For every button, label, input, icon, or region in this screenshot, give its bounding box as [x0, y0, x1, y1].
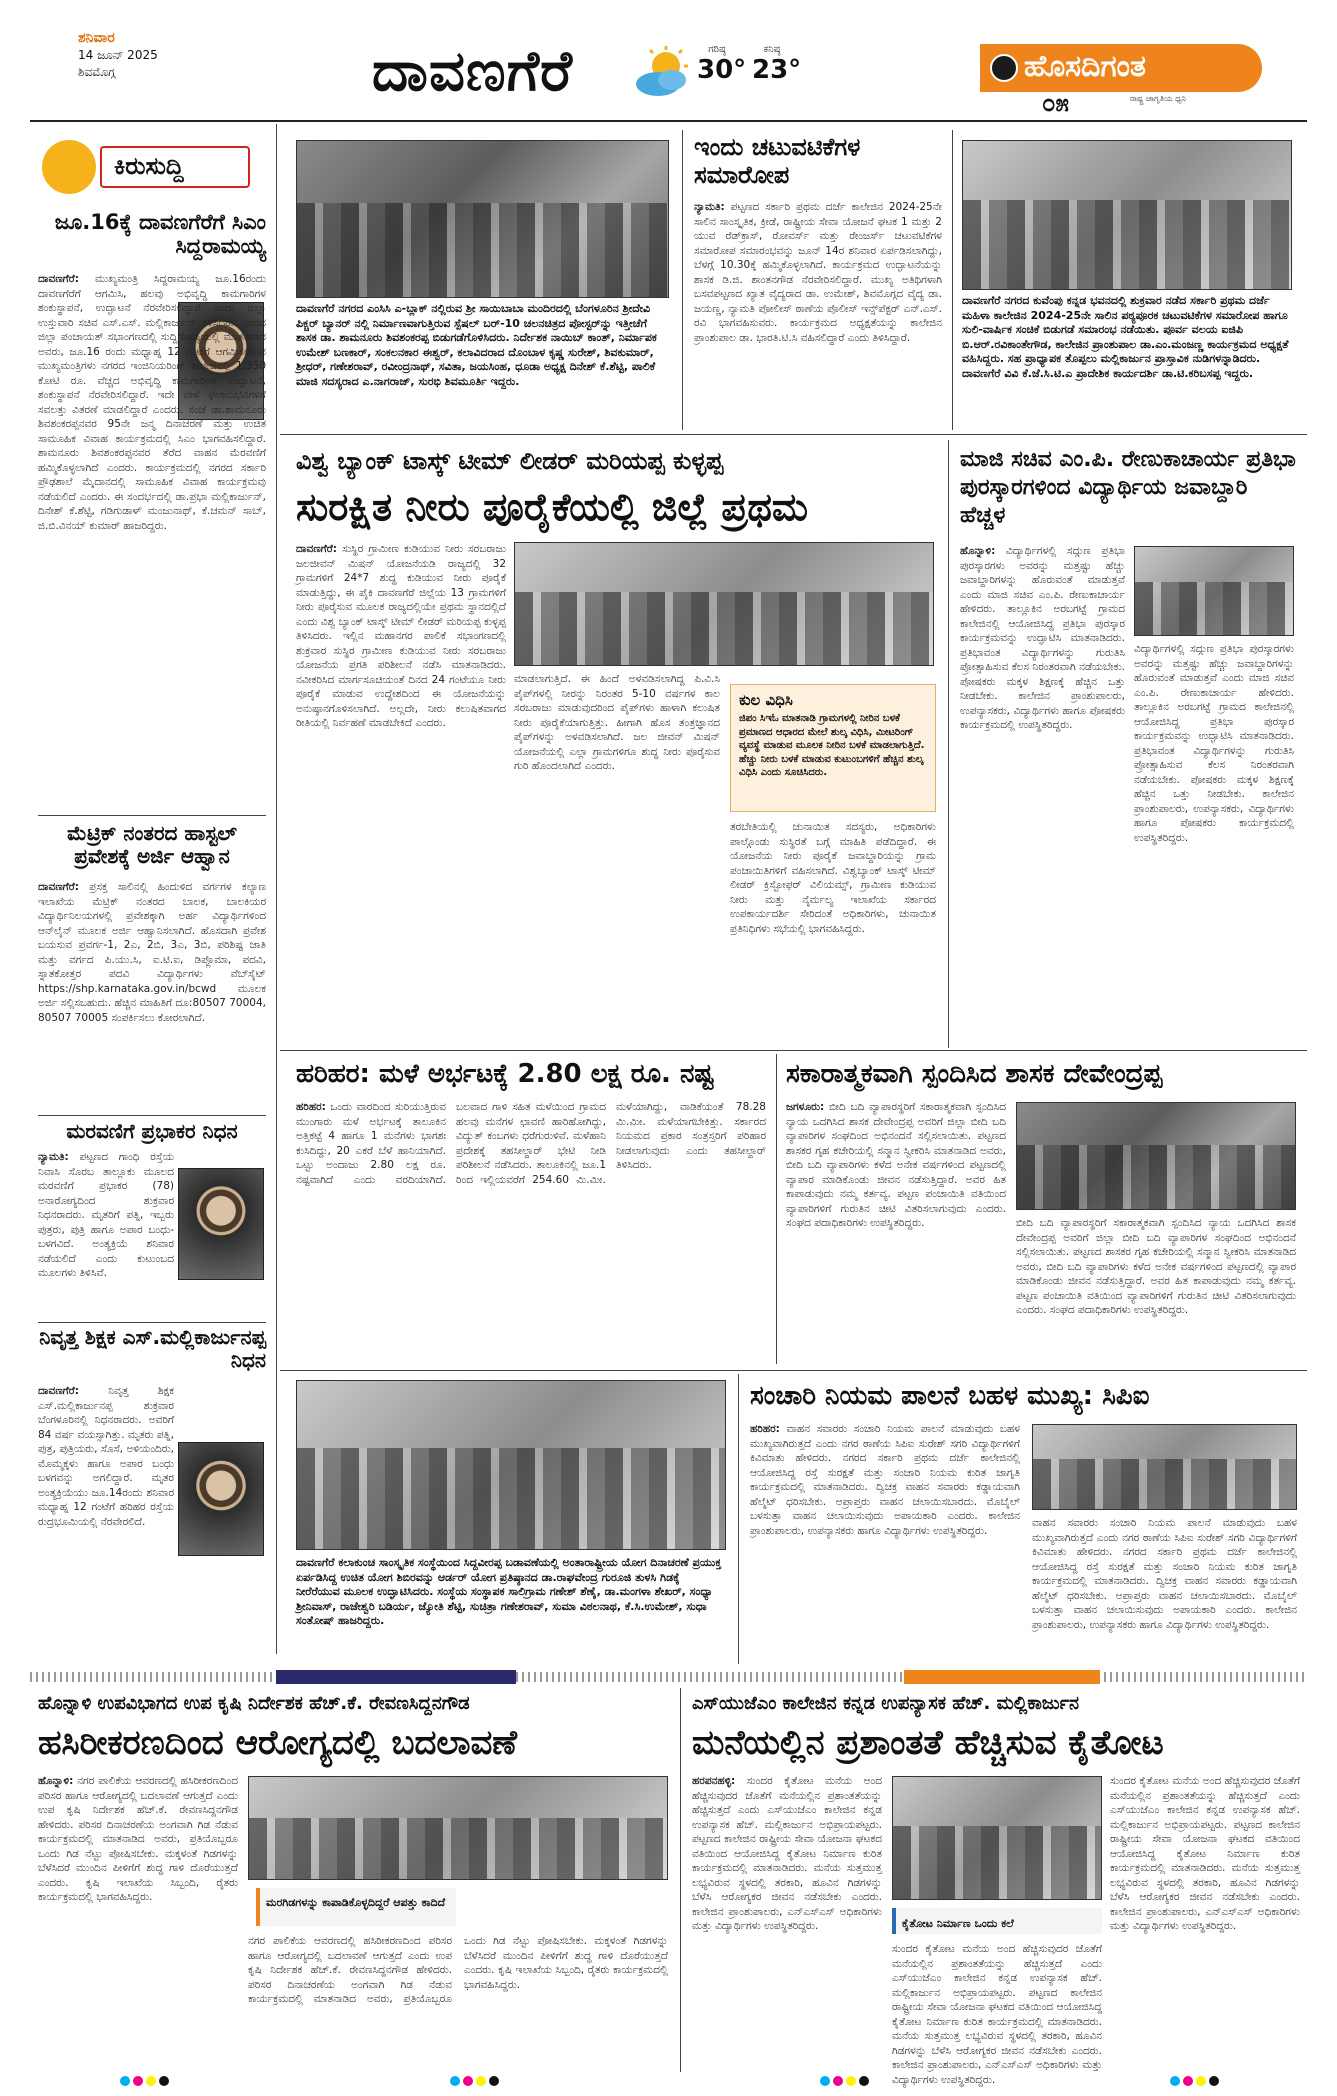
samaropa-story	[694, 134, 942, 426]
lead-dateline: ದಾವಣಗೆರೆ:	[296, 543, 337, 555]
college-function-caption: ದಾವಣಗೆರೆ ನಗರದ ಕುವೆಂಪು ಕನ್ನಡ ಭವನದಲ್ಲಿ ಶುಕ್ರವಾರ ನಡೆದ ಸರ್ಕಾರಿ ಪ್ರಥಮ ದರ್ಜೆ ಮಹಿಳಾ ಕಾಲೇಜಿನ 2024-25ನೇ ಸಾಲಿನ ಪಠ್ಯಪೂರಕ ಚಟುವಟಿಕೆಗಳ ಸಮಾರೋಪ ಹಾಗೂ ಸುಲಿ-ವಾರ್ಷಿಕ ಸಂಚಿಕೆ ಬಿಡುಗಡೆ ಸಮಾರಂಭ ನಡೆಯಿತು. ಪೂರ್ವ ವಲಯ ಐಜಿಪಿ ಬಿ.ಆರ್.ರವಿಕಾಂತೇಗೌಡ, ಕಾಲೇಜಿನ ಪ್ರಾಂಶುಪಾಲ ಡಾ.ಎಂ.ಮಂಜಣ್ಣ ಕಾರ್ಯಕ್ರಮದ ಅಧ್ಯಕ್ಷತೆ ವಹಿಸಿದ್ದರು. ಸಹ ಪ್ರಾಧ್ಯಾಪಕ ತೊಪ್ಪಲು ಮಲ್ಲಿಕಾರ್ಜುನ ಪ್ರಾಸ್ತಾವಿಕ ನುಡಿಗಳನ್ನಾಡಿದರು. ದಾವಣಗೆರೆ ವಿವಿ ಕೆ.ಜೆ.ಸಿ.ಟಿ.ಎ ಪ್ರಾದೇಶಿಕ ಕಾರ್ಯದರ್ಶಿ ಡಾ.ಟಿ.ಕರಿಬಸಪ್ಪ ಇದ್ದರು.	[962, 294, 1289, 380]
bottom-left-col-1	[38, 1774, 238, 2074]
weather-icon	[630, 44, 692, 104]
devendrappa-text: ಬೀದಿ ಬದಿ ವ್ಯಾಪಾರಸ್ಥರಿಗೆ ಸಕಾರಾತ್ಮಕವಾಗಿ ಸ್ಪಂದಿಸಿದ ನ್ಯಾಯ ಒದಗಿಸಿದ ಶಾಸಕ ದೇವೇಂದ್ರಪ್ಪ ಅವರಿಗೆ ಜಿಲ್ಲಾ ಬೀದಿ ಬದಿ ವ್ಯಾಪಾರಿಗಳ ಸಂಘದಿಂದ ಅಭಿನಂದನೆ ಸಲ್ಲಿಸಲಾಯಿತು. ಪಟ್ಟಣದ ಶಾಸಕರ ಗೃಹ ಕಚೇರಿಯಲ್ಲಿ ಸನ್ಮಾನ ಸ್ವೀಕರಿಸಿ ಮಾತನಾಡಿದ ಅವರು, ಬೀದಿ ಬದಿ ವ್ಯಾಪಾರಿಗಳು ಕಳೆದ ಅನೇಕ ವರ್ಷಗಳಿಂದ ಪಟ್ಟಣದಲ್ಲಿ ವ್ಯಾಪಾರ ಮಾಡಿಕೊಂಡು ಜೀವನ ನಡೆಸುತ್ತಿದ್ದಾರೆ. ಅವರ ಹಿತ ಕಾಪಾಡುವುದು ನಮ್ಮ ಕರ್ತವ್ಯ. ಪಟ್ಟಣ ಪಂಚಾಯಿತಿ ವತಿಯಿಂದ ವ್ಯಾಪಾರಿಗಳಿಗೆ ಗುರುತಿನ ಚೀಟಿ ವಿತರಿಸಲಾಗುವುದು ಎಂದರು. ಸಂಘದ ಪದಾಧಿಕಾರಿಗಳು ಉಪಸ್ಥಿತರಿದ್ದರು.	[786, 1101, 1006, 1229]
traffic-text: ವಾಹನ ಸವಾರರು ಸಂಚಾರಿ ನಿಯಮ ಪಾಲನೆ ಮಾಡುವುದು ಬಹಳ ಮುಖ್ಯವಾಗಿರುತ್ತದೆ ಎಂದು ನಗರ ಠಾಣೆಯ ಸಿಪಿಐ ಸುರೇಶ್ ಸಗರಿ ವಿದ್ಯಾರ್ಥಿಗಳಿಗೆ ಕಿವಿಮಾತು ಹೇಳಿದರು. ನಗರದ ಸರ್ಕಾರಿ ಪ್ರಥಮ ದರ್ಜೆ ಕಾಲೇಜಿನಲ್ಲಿ ಆಯೋಜಿಸಿದ್ದ ರಸ್ತೆ ಸುರಕ್ಷತೆ ಮತ್ತು ಸಂಚಾರಿ ನಿಯಮ ಕುರಿತ ಜಾಗೃತಿ ಕಾರ್ಯಕ್ರಮದಲ್ಲಿ ಮಾತನಾಡಿದರು. ದ್ವಿಚಕ್ರ ವಾಹನ ಸವಾರರು ಕಡ್ಡಾಯವಾಗಿ ಹೆಲ್ಮೆಟ್ ಧರಿಸಬೇಕು. ಅಪ್ರಾಪ್ತರು ವಾಹನ ಚಲಾಯಿಸಬಾರದು. ಮೊಬೈಲ್ ಬಳಸುತ್ತಾ ವಾಹನ ಚಲಾಯಿಸುವುದು ಅಪಾಯಕಾರಿ ಎಂದರು. ಕಾಲೇಜಿನ ಪ್ರಾಂಶುಪಾಲರು, ಉಪನ್ಯಾಸಕರು ಹಾಗೂ ವಿದ್ಯಾರ್ಥಿಗಳು ಉಪಸ್ಥಿತರಿದ್ದರು.	[750, 1423, 1021, 1537]
devendrappa-dateline: ಜಗಳೂರು:	[786, 1101, 825, 1113]
kirusuddi-text-1: ಮುಖ್ಯಮಂತ್ರಿ ಸಿದ್ದರಾಮಯ್ಯ ಜೂ.16ರಂದು ದಾವಣಗೆರೆಗೆ ಆಗಮಿಸಿ, ಹಲವು ಅಭಿವೃದ್ಧಿ ಕಾಮಗಾರಿಗಳ ಶಂಕುಸ್ಥಾಪನೆ, ಉದ್ಘಾಟನೆ ನೆರವೇರಿಸಲಿದ್ದಾರೆ ಎಂದು ಜಿಲ್ಲಾ ಉಸ್ತುವಾರಿ ಸಚಿವ ಎಸ್.ಎಸ್. ಮಲ್ಲಿಕಾರ್ಜುನ್ ತಿಳಿಸಿದರು. ನಗರದ ಜಿಲ್ಲಾ ಪಂಚಾಯತ್ ಸಭಾಂಗಣದಲ್ಲಿ ಸುದ್ದಿಗೋಷ್ಠಿಯಲ್ಲಿ ಮಾತನಾಡಿದ ಅವರು, ಜೂ.16 ರಂದು ಮಧ್ಯಾಹ್ನ 12 ಗಂಟೆಗೆ ಆಗಮಿಸಲಿರುವ ಮುಖ್ಯಮಂತ್ರಿಗಳು ನಗರದ ಇಂಜಿನಿಯರಿಂಗ್ ಕಾಲೇಜಿನಲ್ಲಿ 1,350 ಕೋಟಿ ರೂ. ವೆಚ್ಚದ ಅಭಿವೃದ್ಧಿ ಕಾಮಗಾರಿಗಳ ಉದ್ಘಾಟನೆ, ಶಂಕುಸ್ಥಾಪನೆ ನೆರವೇರಿಸಲಿದ್ದಾರೆ. ಇದೇ ವೇಳೆ ಫಲಾನುಭವಿಗಳಿಗೆ ಸವಲತ್ತು ವಿತರಣೆ ಮಾಡಲಿದ್ದಾರೆ ಎಂದರು. ಸಂಜೆ ಡಾ.ಶಾಮನೂರು ಶಿವಶಂಕರಪ್ಪನವರ 95ನೇ ಜನ್ಮ ದಿನಾಚರಣೆ ಮತ್ತು ಉಚಿತ ಸಾಮೂಹಿಕ ವಿವಾಹ ಕಾರ್ಯಕ್ರಮದಲ್ಲಿ ಸಿಎಂ ಭಾಗವಹಿಸಲಿದ್ದಾರೆ. ಶಾಮನೂರು ಶಿವಶಂಕರಪ್ಪನವರ ತೆರೆದ ವಾಹನ ಮೆರವಣಿಗೆ ಹಮ್ಮಿಕೊಳ್ಳಲಾಗಿದೆ ಎಂದರು. ಕಾರ್ಯಕ್ರಮದಲ್ಲಿ ನಗರದ ಸರ್ಕಾರಿ ಪ್ರೌಢಶಾಲೆ ಮೈದಾನದಲ್ಲಿ ಸಾಮೂಹಿಕ ವಿವಾಹ ಕಾರ್ಯಕ್ರಮವು ನಡೆಯಲಿದೆ ಎಂದರು. ಈ ಸಂದರ್ಭದಲ್ಲಿ ಡಾ.ಪ್ರಭಾ ಮಲ್ಲಿಕಾರ್ಜುನ್, ದಿನೇಶ್ ಕೆ.ಶೆಟ್ಟಿ, ಗಡಿಗುಡಾಳ್ ಮಂಜುನಾಥ್, ಕೆ.ಚಮನ್ ಸಾಬ್, ಜಿ.ಬಿ.ವಿನಯ್ ಕುಮಾರ್ ಹಾಜರಿದ್ದರು.	[38, 273, 266, 532]
brand-tagline: ರಾಷ್ಟ್ರ ಜಾಗೃತಿಯ ಧ್ವನಿ	[1130, 94, 1187, 103]
min-temp-value: 23°	[752, 55, 802, 85]
samaropa-body	[694, 200, 942, 422]
lead-col-3-text: ತರಬೇತಿಯಲ್ಲಿ ಚುನಾಯಿತ ಸದಸ್ಯರು, ಅಧಿಕಾರಿಗಳು ಪಾಲ್ಗೊಂಡು ಸುಸ್ಥಿರತೆ ಬಗ್ಗೆ ಮಾಹಿತಿ ಪಡೆದಿದ್ದಾರೆ. ಈ ಯೋಜನೆಯ ನೀರು ಪೂರೈಕೆ ಜವಾಬ್ದಾರಿಯನ್ನು ಗ್ರಾಮ ಪಂಚಾಯಿತಿಗಳಿಗೆ ವಹಿಸಲಾಗಿದೆ. ವಿಶ್ವಬ್ಯಾಂಕ್ ಟಾಸ್ಕ್ ಟೀಮ್ ಲೀಡರ್ ಕ್ರಿಸ್ಟೋಫರ್ ವಿಲಿಯಮ್ಸ್, ಗ್ರಾಮೀಣ ಕುಡಿಯುವ ನೀರು ಮತ್ತು ನೈರ್ಮಲ್ಯ ಇಲಾಖೆಯ ಸರ್ಕಾರದ ಉಪಕಾರ್ಯದರ್ಶಿ ಸೇರಿದಂತೆ ಅಧಿಕಾರಿಗಳು, ಚುನಾಯಿತ ಪ್ರತಿನಿಧಿಗಳು ಸಭೆಯಲ್ಲಿ ಭಾಗವಹಿಸಿದ್ದರು.	[730, 821, 936, 935]
lead-col-1-text: ಸುಸ್ಥಿರ ಗ್ರಾಮೀಣ ಕುಡಿಯುವ ನೀರು ಸರಬರಾಜು ಜಲಜೀವನ್ ಮಿಷನ್ ಯೋಜನೆಯಡಿ ರಾಜ್ಯದಲ್ಲಿ 32 ಗ್ರಾಮಗಳಿಗೆ 24*7 ಶುದ್ಧ ಕುಡಿಯುವ ನೀರು ಪೂರೈಕೆ ಮಾಡುತ್ತಿದ್ದು, ಈ ಪೈಕಿ ದಾವಣಗೆರೆ ಜಿಲ್ಲೆಯ 13 ಗ್ರಾಮಗಳಿಗೆ ನೀರು ಪೂರೈಸುವ ಮೂಲಕ ರಾಜ್ಯದಲ್ಲಿಯೇ ಪ್ರಥಮ ಸ್ಥಾನದಲ್ಲಿದೆ ಎಂದು ವಿಶ್ವ ಬ್ಯಾಂಕ್ ಟಾಸ್ಕ್ ಟೀಮ್ ಲೀಡರ್ ಮರಿಯಪ್ಪ ಕುಳ್ಳಪ್ಪ ತಿಳಿಸಿದರು. ಇಲ್ಲಿನ ಮಹಾನಗರ ಪಾಲಿಕೆ ಸಭಾಂಗಣದಲ್ಲಿ ಶುಕ್ರವಾರ ಸುಸ್ಥಿರ ಗ್ರಾಮೀಣ ಕುಡಿಯುವ ನೀರು ಸರಬರಾಜು ಯೋಜನೆಯ ಪ್ರಗತಿ ಪರಿಶೀಲನೆ ನಡೆಸಿ ಮಾತನಾಡಿದರು. ನವೀಕರಿಸಿದ ಮಾರ್ಗಸೂಚಿಯಂತೆ ದಿನದ 24 ಗಂಟೆಯೂ ನೀರು ಪೂರೈಕೆ ಮಾಡುವ ಉದ್ದೇಶದಿಂದ ಈ ಯೋಜನೆಯನ್ನು ಅನುಷ್ಠಾನಗೊಳಿಸಲಾಗಿದೆ. ಅಲ್ಲದೇ, ನೀರು ಕಲುಷಿತವಾಗದ ರೀತಿಯಲ್ಲಿ ನಿರ್ವಹಣೆ ಮಾಡಬೇಕಿದೆ ಎಂದರು.	[296, 543, 506, 729]
kirusuddi-item-2	[38, 822, 266, 1112]
kirusuddi-item-3	[38, 1120, 266, 1320]
bottom-left-col-2	[248, 1934, 668, 2074]
bottom-right-text: ಸುಂದರ ಕೈತೋಟ ಮನೆಯ ಅಂದ ಹೆಚ್ಚಿಸುವುದರ ಜೊತೆಗೆ ಮನೆಯಲ್ಲಿನ ಪ್ರಶಾಂತತೆಯನ್ನು ಹೆಚ್ಚಿಸುತ್ತದೆ ಎಂದು ಎಸ್‌ಯುಜೆಎಂ ಕಾಲೇಜಿನ ಕನ್ನಡ ಉಪನ್ಯಾಸಕ ಹೆಚ್. ಮಲ್ಲಿಕಾರ್ಜುನ ಅಭಿಪ್ರಾಯಪಟ್ಟರು. ಪಟ್ಟಣದ ಕಾಲೇಜಿನ ರಾಷ್ಟ್ರೀಯ ಸೇವಾ ಯೋಜನಾ ಘಟಕದ ವತಿಯಿಂದ ಆಯೋಜಿಸಿದ್ದ ಕೈತೋಟ ನಿರ್ಮಾಣ ಕುರಿತ ಕಾರ್ಯಕ್ರಮದಲ್ಲಿ ಮಾತನಾಡಿದರು. ಮನೆಯ ಸುತ್ತಮುತ್ತ ಲಭ್ಯವಿರುವ ಸ್ಥಳದಲ್ಲಿ ತರಕಾರಿ, ಹೂವಿನ ಗಿಡಗಳನ್ನು ಬೆಳೆಸಿ ಆರೋಗ್ಯಕರ ಜೀವನ ನಡೆಸಬೇಕು ಎಂದರು. ಕಾಲೇಜಿನ ಪ್ರಾಂಶುಪಾಲರು, ಎನ್ಎಸ್ಎಸ್ ಅಧಿಕಾರಿಗಳು ಮತ್ತು ವಿದ್ಯಾರ್ಥಿಗಳು ಉಪಸ್ಥಿತರಿದ್ದರು.	[692, 1775, 882, 1932]
prabhakar-photo	[178, 1168, 264, 1280]
kirusuddi-dateline-1: ದಾವಣಗೆರೆ:	[38, 273, 79, 285]
registration-marks-center-right	[820, 2076, 869, 2086]
harihar-body	[296, 1100, 766, 1362]
kirusuddi-headline-4: ನಿವೃತ್ತ ಶಿಕ್ಷಕ ಎಸ್.ಮಲ್ಲಿಕಾರ್ಜುನಪ್ಪ ನಿಧನ	[39, 1325, 266, 1372]
devendrappa-body-2	[1016, 1216, 1296, 1362]
min-temp-label: ಕನಿಷ್ಠ	[763, 44, 781, 55]
traffic-text-2: ವಾಹನ ಸವಾರರು ಸಂಚಾರಿ ನಿಯಮ ಪಾಲನೆ ಮಾಡುವುದು ಬಹಳ ಮುಖ್ಯವಾಗಿರುತ್ತದೆ ಎಂದು ನಗರ ಠಾಣೆಯ ಸಿಪಿಐ ಸುರೇಶ್ ಸಗರಿ ವಿದ್ಯಾರ್ಥಿಗಳಿಗೆ ಕಿವಿಮಾತು ಹೇಳಿದರು. ನಗರದ ಸರ್ಕಾರಿ ಪ್ರಥಮ ದರ್ಜೆ ಕಾಲೇಜಿನಲ್ಲಿ ಆಯೋಜಿಸಿದ್ದ ರಸ್ತೆ ಸುರಕ್ಷತೆ ಮತ್ತು ಸಂಚಾರಿ ನಿಯಮ ಕುರಿತ ಜಾಗೃತಿ ಕಾರ್ಯಕ್ರಮದಲ್ಲಿ ಮಾತನಾಡಿದರು. ದ್ವಿಚಕ್ರ ವಾಹನ ಸವಾರರು ಕಡ್ಡಾಯವಾಗಿ ಹೆಲ್ಮೆಟ್ ಧರಿಸಬೇಕು. ಅಪ್ರಾಪ್ತರು ವಾಹನ ಚಲಾಯಿಸಬಾರದು. ಮೊಬೈಲ್ ಬಳಸುತ್ತಾ ವಾಹನ ಚಲಾಯಿಸುವುದು ಅಪಾಯಕಾರಿ ಎಂದರು. ಕಾಲೇಜಿನ ಪ್ರಾಂಶುಪಾಲರು, ಉಪನ್ಯಾಸಕರು ಹಾಗೂ ವಿದ್ಯಾರ್ಥಿಗಳು ಉಪಸ್ಥಿತರಿದ್ದರು.	[1032, 1517, 1297, 1631]
lead-kicker: ವಿಶ್ವ ಬ್ಯಾಂಕ್ ಟಾಸ್ಕ್ ಟೀಮ್ ಲೀಡರ್ ಮರಿಯಪ್ಪ ಕುಳ್ಳಪ್ಪ	[296, 447, 724, 475]
traffic-headline: ಸಂಚಾರಿ ನಿಯಮ ಪಾಲನೆ ಬಹಳ ಮುಖ್ಯ: ಸಿಪಿಐ	[750, 1381, 1150, 1411]
masthead-city: ದಾವಣಗೆರೆ	[372, 39, 573, 104]
kirusuddi-dateline-4: ದಾವಣಗೆರೆ:	[38, 1385, 79, 1397]
temperature-max	[697, 44, 747, 85]
max-temp-label: ಗರಿಷ್ಠ	[708, 44, 726, 55]
renukacharya-text-2: ವಿದ್ಯಾರ್ಥಿಗಳಲ್ಲಿ ಸದ್ಗುಣ ಪ್ರತಿಭಾ ಪುರಸ್ಕಾರಗಳು ಅವರನ್ನು ಮತ್ತಷ್ಟು ಹೆಚ್ಚು ಜವಾಬ್ದಾರಿಗಳನ್ನು ಹೊರುವಂತೆ ಮಾಡುತ್ತವೆ ಎಂದು ಮಾಜಿ ಸಚಿವ ಎಂ.ಪಿ. ರೇಣುಕಾಚಾರ್ಯ ಹೇಳಿದರು. ತಾಲ್ಲೂಕಿನ ಅರಬಗಟ್ಟೆ ಗ್ರಾಮದ ಕಾಲೇಜಿನಲ್ಲಿ ಆಯೋಜಿಸಿದ್ದ ಪ್ರತಿಭಾ ಪುರಸ್ಕಾರ ಕಾರ್ಯಕ್ರಮವನ್ನು ಉದ್ಘಾಟಿಸಿ ಮಾತನಾಡಿದರು. ಪ್ರತಿಭಾವಂತ ವಿದ್ಯಾರ್ಥಿಗಳನ್ನು ಗುರುತಿಸಿ ಪ್ರೋತ್ಸಾಹಿಸುವ ಕೆಲಸ ನಿರಂತರವಾಗಿ ನಡೆಯಬೇಕು. ಪೋಷಕರು ಮಕ್ಕಳ ಶಿಕ್ಷಣಕ್ಕೆ ಹೆಚ್ಚಿನ ಒತ್ತು ನೀಡಬೇಕು. ಕಾಲೇಜಿನ ಪ್ರಾಂಶುಪಾಲರು, ಉಪನ್ಯಾಸಕರು, ವಿದ್ಯಾರ್ಥಿಗಳು ಹಾಗೂ ಪೋಷಕರು ಕಾರ್ಯಕ್ರಮದಲ್ಲಿ ಉಪಸ್ಥಿತರಿದ್ದರು.	[1134, 643, 1294, 844]
registration-marks-right	[1170, 2076, 1219, 2086]
masthead-day: ಶನಿವಾರ	[78, 30, 115, 46]
kirusuddi-text-4: ನಿವೃತ್ತ ಶಿಕ್ಷಕ ಎಸ್.ಮಲ್ಲಿಕಾರ್ಜುನಪ್ಪ ಶುಕ್ರವಾರ ಬೆಂಗಳೂರಿನಲ್ಲಿ ನಿಧನರಾದರು. ಅವರಿಗೆ 84 ವರ್ಷ ವಯಸ್ಸಾಗಿತ್ತು. ಮೃತರು ಪತ್ನಿ, ಪುತ್ರ, ಪುತ್ರಿಯರು, ಸೊಸೆ, ಅಳಿಯಂದಿರು, ಮೊಮ್ಮಕ್ಕಳು ಹಾಗೂ ಅಪಾರ ಬಂಧು ಬಳಗವನ್ನು ಅಗಲಿದ್ದಾರೆ. ಮೃತರ ಅಂತ್ಯಕ್ರಿಯೆಯು ಜೂ.14ರಂದು ಶನಿವಾರ ಮಧ್ಯಾಹ್ನ 12 ಗಂಟೆಗೆ ಹರಿಹರ ರಸ್ತೆಯ ರುದ್ರಭೂಮಿಯಲ್ಲಿ ನೆರವೇರಲಿದೆ.	[38, 1385, 174, 1528]
kirusuddi-dateline-3: ನ್ಯಾಮತಿ:	[38, 1151, 69, 1163]
renukacharya-text: ವಿದ್ಯಾರ್ಥಿಗಳಲ್ಲಿ ಸದ್ಗುಣ ಪ್ರತಿಭಾ ಪುರಸ್ಕಾರಗಳು ಅವರನ್ನು ಮತ್ತಷ್ಟು ಹೆಚ್ಚು ಜವಾಬ್ದಾರಿಗಳನ್ನು ಹೊರುವಂತೆ ಮಾಡುತ್ತವೆ ಎಂದು ಮಾಜಿ ಸಚಿವ ಎಂ.ಪಿ. ರೇಣುಕಾಚಾರ್ಯ ಹೇಳಿದರು. ತಾಲ್ಲೂಕಿನ ಅರಬಗಟ್ಟೆ ಗ್ರಾಮದ ಕಾಲೇಜಿನಲ್ಲಿ ಆಯೋಜಿಸಿದ್ದ ಪ್ರತಿಭಾ ಪುರಸ್ಕಾರ ಕಾರ್ಯಕ್ರಮವನ್ನು ಉದ್ಘಾಟಿಸಿ ಮಾತನಾಡಿದರು. ಪ್ರತಿಭಾವಂತ ವಿದ್ಯಾರ್ಥಿಗಳನ್ನು ಗುರುತಿಸಿ ಪ್ರೋತ್ಸಾಹಿಸುವ ಕೆಲಸ ನಿರಂತರವಾಗಿ ನಡೆಯಬೇಕು. ಪೋಷಕರು ಮಕ್ಕಳ ಶಿಕ್ಷಣಕ್ಕೆ ಹೆಚ್ಚಿನ ಒತ್ತು ನೀಡಬೇಕು. ಕಾಲೇಜಿನ ಪ್ರಾಂಶುಪಾಲರು, ಉಪನ್ಯಾಸಕರು, ವಿದ್ಯಾರ್ಥಿಗಳು ಹಾಗೂ ಪೋಷಕರು ಕಾರ್ಯಕ್ರಮದಲ್ಲಿ ಉಪಸ್ಥಿತರಿದ್ದರು.	[960, 545, 1125, 731]
college-function-photo	[962, 140, 1292, 290]
registration-marks-left	[120, 2076, 169, 2086]
lead-col-3	[730, 820, 936, 1042]
traffic-dateline: ಹರಿಹರ:	[750, 1423, 780, 1435]
kirusuddi-rule-2	[38, 1115, 266, 1116]
masthead-date-block	[78, 30, 198, 81]
traffic-body	[750, 1422, 1020, 1660]
masthead-region: ಶಿವಮೊಗ್ಗ	[78, 65, 116, 79]
lead-col-1	[296, 542, 506, 1042]
bottom-right-headline: ಮನೆಯಲ್ಲಿನ ಪ್ರಶಾಂತತೆ ಹೆಚ್ಚಿಸುವ ಕೈತೋಟ	[692, 1723, 1164, 1763]
kirusuddi-body-1	[38, 272, 266, 804]
brand-logo	[980, 44, 1262, 92]
kirusuddi-text-2: ಪ್ರಸಕ್ತ ಸಾಲಿನಲ್ಲಿ ಹಿಂದುಳಿದ ವರ್ಗಗಳ ಕಲ್ಯಾಣ ಇಲಾಖೆಯ ಮೆಟ್ರಿಕ್ ನಂತರದ ಬಾಲಕ, ಬಾಲಕಿಯರ ವಿದ್ಯಾರ್ಥಿನಿಲಯಗಳಲ್ಲಿ ಪ್ರವೇಶಕ್ಕಾಗಿ ಅರ್ಹ ವಿದ್ಯಾರ್ಥಿಗಳಿಂದ ಆನ್‍ಲೈನ್ ಮೂಲಕ ಅರ್ಜಿ ಆಹ್ವಾನಿಸಲಾಗಿದೆ. ಹೊಸದಾಗಿ ಪ್ರವೇಶ ಬಯಸುವ ಪ್ರವರ್ಗ-1, 2ಎ, 2ಬಿ, 3ಎ, 3ಬಿ, ಪರಿಶಿಷ್ಟ ಜಾತಿ ಮತ್ತು ವರ್ಗದ ಪಿ.ಯು.ಸಿ, ಐ.ಟಿ.ಐ, ಡಿಪ್ಲೊಮಾ, ಪದವಿ, ಸ್ನಾತಕೋತ್ತರ ಪದವಿ ವಿದ್ಯಾರ್ಥಿಗಳು ವೆಬ್‍ಸೈಟ್ https://shp.karnataka.gov.in/bcwd ಮೂಲಕ ಅರ್ಜಿ ಸಲ್ಲಿಸಬಹುದು. ಹೆಚ್ಚಿನ ಮಾಹಿತಿಗೆ ದೂ:80507 70004, 80507 70005 ಸಂಪರ್ಕಿಸಲು ಕೋರಲಾಗಿದೆ.	[38, 881, 266, 1024]
bottom-right-col-3	[1110, 1774, 1300, 2074]
vendors-felicitation-photo	[1016, 1102, 1296, 1210]
temperature-min	[752, 44, 802, 85]
kirusuddi-text-3: ಪಟ್ಟಣದ ಗಾಂಧಿ ರಸ್ತೆಯ ನಿವಾಸಿ ಸೊರಬ ತಾಲ್ಲೂಕು ಮೂಲದ ಮರವಣಿಗೆ ಪ್ರಭಾಕರ (78) ಅನಾರೋಗ್ಯದಿಂದ ಶುಕ್ರವಾರ ನಿಧನರಾದರು. ಮೃತರಿಗೆ ಪತ್ನಿ, ಇಬ್ಬರು ಪುತ್ರರು, ಪುತ್ರಿ ಹಾಗೂ ಅಪಾರ ಬಂಧು-ಬಳಗವಿದೆ. ಅಂತ್ಯಕ್ರಿಯೆ ಶನಿವಾರ ನಡೆಯಲಿದೆ ಎಂದು ಕುಟುಂಬದ ಮೂಲಗಳು ತಿಳಿಸಿವೆ.	[38, 1151, 174, 1279]
kitchen-garden-caption: ಕೈತೋಟ ನಿರ್ಮಾಣ ಒಂದು ಕಲೆ	[902, 1917, 1014, 1930]
kirusuddi-body-3	[38, 1150, 174, 1315]
yoga-camp-photo	[296, 1380, 726, 1550]
lead-col-2	[514, 672, 720, 1042]
kirusuddi-headline-3: ಮರವಣಿಗೆ ಪ್ರಭಾಕರ ನಿಧನ	[66, 1119, 238, 1143]
masthead-rule	[30, 120, 1307, 122]
devendrappa-headline: ಸಕಾರಾತ್ಮಕವಾಗಿ ಸ್ಪಂದಿಸಿದ ಶಾಸಕ ದೇವೇಂದ್ರಪ್ಪ	[786, 1059, 1163, 1089]
kirusuddi-label: ಕಿರುಸುದ್ದಿ	[114, 152, 184, 180]
left-column-rule	[276, 124, 277, 1654]
section-divider-accent-left	[276, 1670, 516, 1684]
kirusuddi-rule-3	[38, 1322, 266, 1323]
yoga-camp-caption: ದಾವಣಗೆರೆ ಕಲಾಕುಂಚ ಸಾಂಸ್ಕೃತಿಕ ಸಂಸ್ಥೆಯಿಂದ ಸಿದ್ದವೀರಪ್ಪ ಬಡಾವಣೆಯಲ್ಲಿ ಅಂತಾರಾಷ್ಟ್ರೀಯ ಯೋಗ ದಿನಾಚರಣೆ ಪ್ರಯುಕ್ತ ಏರ್ಪಡಿಸಿದ್ದ ಉಚಿತ ಯೋಗ ಶಿಬಿರವನ್ನು ಆರ್ಡರ್ ಯೋಗ ಪ್ರತಿಷ್ಠಾನದ ಡಾ.ರಾಘವೇಂದ್ರ ಗುರೂಜಿ ತುಳಸಿ ಗಿಡಕ್ಕೆ ನೀರೆರೆಯುವ ಮೂಲಕ ಉದ್ಘಾಟಿಸಿದರು. ಸಂಸ್ಥೆಯ ಸಂಸ್ಥಾಪಕ ಸಾಲಿಗ್ರಾಮ ಗಣೇಶ್ ಶೆಣೈ, ಡಾ.ಮಂಗಳಾ ಶೇಖರ್, ಸಂಧ್ಯಾ ಶ್ರೀನಿವಾಸ್, ರಾಜೇಶ್ವರಿ ಬಡಿರ್ಯ, ಜ್ಯೋತಿ ಶೆಟ್ಟಿ, ಸುಚಿತ್ರಾ ಗಣೇಶರಾವ್, ಸುಮಾ ವಿಠಲನಾಥ, ಕೆ.ಸಿ.ಉಮೇಶ್, ಸುಧಾ ಸಂತೋಷ್ ಹಾಜರಿದ್ದರು.	[296, 1556, 722, 1627]
kitchen-garden-caption-box	[892, 1908, 1102, 1934]
renukacharya-col-2	[1134, 642, 1294, 1042]
bottom-left-headline: ಹಸಿರೀಕರಣದಿಂದ ಆರೋಗ್ಯದಲ್ಲಿ ಬದಲಾವಣೆ	[38, 1723, 518, 1763]
harihar-headline: ಹರಿಹರ: ಮಳೆ ಅರ್ಭಟಕ್ಕೆ 2.80 ಲಕ್ಷ ರೂ. ನಷ್ಟ	[296, 1059, 714, 1089]
devendrappa-body	[786, 1100, 1006, 1362]
lead-sidebar-text: ಜಿಪಂ ಸಿಇಓ ಮಾತನಾಡಿ ಗ್ರಾಮಗಳಲ್ಲಿ ನೀರಿನ ಬಳಕೆ ಪ್ರಮಾಣದ ಆಧಾರದ ಮೇಲೆ ಶುಲ್ಕ ವಿಧಿಸಿ, ಮೀಟರಿಂಗ್ ವ್ಯವಸ್ಥೆ ಮಾಡುವ ಮೂಲಕ ನೀರಿನ ಬಳಕೆ ಮಾಡಲಾಗುತ್ತಿದೆ. ಹೆಚ್ಚು ನೀರು ಬಳಕೆ ಮಾಡುವ ಕುಟುಂಬಗಳಿಗೆ ಹೆಚ್ಚಿನ ಶುಲ್ಕ ವಿಧಿಸಿ ಎಂದು ಸೂಚಿಸಿದರು.	[739, 713, 925, 778]
masthead	[0, 0, 1337, 118]
max-temp-value: 30°	[697, 55, 747, 85]
kirusuddi-dateline-2: ದಾವಣಗೆರೆ:	[38, 881, 79, 893]
bottom-right-kicker: ಎಸ್‌ಯುಜೆಎಂ ಕಾಲೇಜಿನ ಕನ್ನಡ ಉಪನ್ಯಾಸಕ ಹೆಚ್. ಮಲ್ಲಿಕಾರ್ಜುನ	[692, 1693, 1079, 1714]
harihar-right-rule	[776, 1054, 777, 1364]
top-rule-2	[952, 130, 953, 430]
kirusuddi-body-4	[38, 1384, 174, 1650]
bottom-right-col-1	[692, 1774, 882, 2074]
section-divider-band	[30, 1672, 1307, 1682]
bottom-right-text-2: ಸುಂದರ ಕೈತೋಟ ಮನೆಯ ಅಂದ ಹೆಚ್ಚಿಸುವುದರ ಜೊತೆಗೆ ಮನೆಯಲ್ಲಿನ ಪ್ರಶಾಂತತೆಯನ್ನು ಹೆಚ್ಚಿಸುತ್ತದೆ ಎಂದು ಎಸ್‌ಯುಜೆಎಂ ಕಾಲೇಜಿನ ಕನ್ನಡ ಉಪನ್ಯಾಸಕ ಹೆಚ್. ಮಲ್ಲಿಕಾರ್ಜುನ ಅಭಿಪ್ರಾಯಪಟ್ಟರು. ಪಟ್ಟಣದ ಕಾಲೇಜಿನ ರಾಷ್ಟ್ರೀಯ ಸೇವಾ ಯೋಜನಾ ಘಟಕದ ವತಿಯಿಂದ ಆಯೋಜಿಸಿದ್ದ ಕೈತೋಟ ನಿರ್ಮಾಣ ಕುರಿತ ಕಾರ್ಯಕ್ರಮದಲ್ಲಿ ಮಾತನಾಡಿದರು. ಮನೆಯ ಸುತ್ತಮುತ್ತ ಲಭ್ಯವಿರುವ ಸ್ಥಳದಲ್ಲಿ ತರಕಾರಿ, ಹೂವಿನ ಗಿಡಗಳನ್ನು ಬೆಳೆಸಿ ಆರೋಗ್ಯಕರ ಜೀವನ ನಡೆಸಬೇಕು ಎಂದರು. ಕಾಲೇಜಿನ ಪ್ರಾಂಶುಪಾಲರು, ಎನ್ಎಸ್ಎಸ್ ಅಧಿಕಾರಿಗಳು ಮತ್ತು ವಿದ್ಯಾರ್ಥಿಗಳು ಉಪಸ್ಥಿತರಿದ್ದರು.	[892, 1943, 1102, 2086]
renukacharya-col-1	[960, 544, 1125, 1044]
kirusuddi-hand-icon	[42, 140, 96, 194]
lead-sidebar-box	[730, 684, 936, 812]
top-rule-1	[682, 130, 683, 430]
samaropa-dateline: ನ್ಯಾಮತಿ:	[694, 201, 725, 213]
tree-planting-caption-box	[256, 1888, 456, 1926]
bottom-center-rule	[680, 1688, 681, 2072]
registration-marks-center-left	[450, 2076, 499, 2086]
kirusuddi-item-1	[38, 210, 266, 810]
pratibha-puraskara-photo	[1134, 546, 1294, 636]
brand-name: ಹೊಸದಿಗಂತ	[1024, 49, 1146, 84]
lead-headline: ಸುರಕ್ಷಿತ ನೀರು ಪೂರೈಕೆಯಲ್ಲಿ ಜಿಲ್ಲೆ ಪ್ರಥಮ	[296, 485, 809, 529]
bottom-left-text-2: ನಗರ ಪಾಲಿಕೆಯ ಆವರಣದಲ್ಲಿ ಹಸಿರೀಕರಣದಿಂದ ಪರಿಸರ ಹಾಗೂ ಆರೋಗ್ಯದಲ್ಲಿ ಬದಲಾವಣೆ ಆಗುತ್ತದೆ ಎಂದು ಉಪ ಕೃಷಿ ನಿರ್ದೇಶಕ ಹೆಚ್.ಕೆ. ರೇವಣಸಿದ್ದನಗೌಡ ಹೇಳಿದರು. ಪರಿಸರ ದಿನಾಚರಣೆಯ ಅಂಗವಾಗಿ ಗಿಡ ನೆಡುವ ಕಾರ್ಯಕ್ರಮದಲ್ಲಿ ಮಾತನಾಡಿದ ಅವರು, ಪ್ರತಿಯೊಬ್ಬರೂ ಒಂದು ಗಿಡ ನೆಟ್ಟು ಪೋಷಿಸಬೇಕು. ಮಕ್ಕಳಂತೆ ಗಿಡಗಳನ್ನು ಬೆಳೆಸಿದರೆ ಮುಂದಿನ ಪೀಳಿಗೆಗೆ ಶುದ್ಧ ಗಾಳಿ ದೊರೆಯುತ್ತದೆ ಎಂದರು. ಕೃಷಿ ಇಲಾಖೆಯ ಸಿಬ್ಬಂದಿ, ರೈತರು ಕಾರ್ಯಕ್ರಮದಲ್ಲಿ ಭಾಗವಹಿಸಿದ್ದರು.	[248, 1935, 668, 2005]
masthead-date: 14 ಜೂನ್ 2025	[78, 48, 158, 62]
samaropa-text: ಪಟ್ಟಣದ ಸರ್ಕಾರಿ ಪ್ರಥಮ ದರ್ಜೆ ಕಾಲೇಜಿನ 2024-25ನೇ ಸಾಲಿನ ಸಾಂಸ್ಕೃತಿಕ, ಕ್ರೀಡೆ, ರಾಷ್ಟ್ರೀಯ ಸೇವಾ ಯೋಜನೆ ಘಟಕ 1 ಮತ್ತು 2 ಯುವ ರೆಡ್‍ಕ್ರಾಸ್, ರೋವರ್ಸ್ ಮತ್ತು ರೇಂಜರ್ಸ್ ಚಟುವಟಿಕೆಗಳ ಸಮಾರೋಪ ಸಮಾರಂಭವನ್ನು ಜೂನ್ 14ರ ಶನಿವಾರ ಏರ್ಪಡಿಸಲಾಗಿದ್ದು, ಬೆಳಗ್ಗೆ 10.30ಕ್ಕೆ ಹಮ್ಮಿಕೊಳ್ಳಲಾಗಿದೆ. ಕಾರ್ಯಕ್ರಮದ ಉದ್ಘಾಟನೆಯನ್ನು ಶಾಸಕ ಡಿ.ಜಿ. ಶಾಂತನಗೌಡ ನೆರವೇರಿಸಲಿದ್ದಾರೆ. ಮುಖ್ಯ ಅತಿಥಿಗಳಾಗಿ ಬಸವಪಟ್ಟಣದ ಖ್ಯಾತ ವೈದ್ಯರಾದ ಡಾ. ಉಮೇಶ್, ಶಿವಮೊಗ್ಗದ ವೈದ್ಯ ಡಾ. ಜಯಣ್ಣ, ನ್ಯಾಮತಿ ಪೋಲೀಸ್ ಠಾಣೆಯ ಪೊಲೀಸ್ ಇನ್ಸ್‌ಪೆಕ್ಟರ್ ಎನ್.ಎಸ್. ರವಿ ಭಾಗವಹಿಸುವರು. ಕಾರ್ಯಕ್ರಮದ ಅಧ್ಯಕ್ಷತೆಯನ್ನು ಕಾಲೇಜಿನ ಪ್ರಾಂಶುಪಾಲ ಡಾ. ಭಾರತಿ.ಟಿ.ಸಿ ವಹಿಸಲಿದ್ದಾರೆ ಎಂದು ತಿಳಿಸಿದ್ದಾರೆ.	[694, 201, 942, 344]
tree-planting-caption: ಮರಗಿಡಗಳನ್ನು ಕಾಪಾಡಿಕೊಳ್ಳದಿದ್ದರೆ ಆಪತ್ತು ಕಾದಿದೆ	[266, 1896, 446, 1909]
kirusuddi-headline-2: ಮೆಟ್ರಿಕ್ ನಂತರದ ಹಾಸ್ಟಲ್ ಪ್ರವೇಶಕ್ಕೆ ಅರ್ಜಿ ಆಹ್ವಾನ	[67, 821, 237, 868]
harihar-text: ಒಂದು ವಾರದಿಂದ ಸುರಿಯುತ್ತಿರುವ ಮುಂಗಾರು ಮಳೆ ಅರ್ಭಟಕ್ಕೆ ತಾಲೂಕಿನ ಅತ್ತಿಕಟ್ಟೆ 4 ಹಾಗೂ 1 ಮನೆಗಳು ಭಾಗಶಃ ಕುಸಿದಿದ್ದು, 20 ಎಕರೆ ಬೆಳೆ ಹಾನಿಯಾಗಿದೆ. ಒಟ್ಟು ಅಂದಾಜು 2.80 ಲಕ್ಷ ರೂ. ನಷ್ಟವಾಗಿದೆ ಎಂದು ವರದಿಯಾಗಿದೆ. ಬಲವಾದ ಗಾಳಿ ಸಹಿತ ಮಳೆಯಿಂದ ಗ್ರಾಮದ ಹಲವು ಮನೆಗಳ ಛಾವಣಿ ಹಾರಿಹೋಗಿದ್ದು, ವಿದ್ಯುತ್ ಕಂಬಗಳು ಧರೆಗುರುಳಿವೆ. ಮಳೆಹಾನಿ ಪ್ರದೇಶಕ್ಕೆ ತಹಸೀಲ್ದಾರ್ ಭೇಟಿ ನೀಡಿ ಪರಿಶೀಲನೆ ನಡೆಸಿದರು. ತಾಲೂಕಿನಲ್ಲಿ ಜೂ.1 ರಿಂದ ಇಲ್ಲಿಯವರೆಗೆ 254.60 ಮಿ.ಮೀ. ಮಳೆಯಾಗಿದ್ದು, ವಾಡಿಕೆಯಂತೆ 78.28 ಮಿ.ಮೀ. ಮಳೆಯಾಗಬೇಕಿತ್ತು. ಸರ್ಕಾರದ ನಿಯಮದ ಪ್ರಕಾರ ಸಂತ್ರಸ್ತರಿಗೆ ಪರಿಹಾರ ನೀಡಲಾಗುವುದು ಎಂದು ತಹಸೀಲ್ದಾರ್ ತಿಳಿಸಿದರು.	[296, 1101, 766, 1186]
lead-sidebar-title: ಕುಲ ವಿಧಿಸಿ	[739, 691, 793, 709]
renukacharya-dateline: ಹೊನ್ನಾಳಿ:	[960, 545, 996, 557]
kirusuddi-badge	[42, 140, 258, 194]
traffic-body-2	[1032, 1516, 1297, 1660]
yoga-right-rule	[738, 1374, 739, 1664]
bottom-right-dateline: ಹರಪನಹಳ್ಳಿ:	[692, 1775, 736, 1787]
bottom-left-dateline: ಹೊನ್ನಾಳಿ:	[38, 1775, 74, 1787]
renukacharya-headline: ಮಾಜಿ ಸಚಿವ ಎಂ.ಪಿ. ರೇಣುಕಾಚಾರ್ಯ ಪ್ರತಿಭಾ ಪುರಸ್ಕಾರಗಳಿಂದ ವಿದ್ಯಾರ್ಥಿಯ ಜವಾಬ್ದಾರಿ ಹೆಚ್ಚಳ	[960, 447, 1296, 528]
lead-right-rule	[948, 440, 949, 1048]
harihar-dateline: ಹರಿಹರ:	[296, 1101, 326, 1113]
kirusuddi-body-2	[38, 880, 266, 1108]
samaropa-headline: ಇಂದು ಚಟುವಟಿಕೆಗಳ ಸಮಾರೋಪ	[694, 133, 861, 189]
tree-planting-photo	[248, 1776, 668, 1880]
review-meeting-photo	[514, 542, 934, 666]
kirusuddi-headline-1: ಜೂ.16ಕ್ಕೆ ದಾವಣಗೆರೆಗೆ ಸಿಎಂ ಸಿದ್ದರಾಮಯ್ಯ	[54, 210, 266, 259]
traffic-awareness-photo	[1032, 1424, 1297, 1510]
mallikarjunappa-photo	[178, 1442, 264, 1556]
brand-emblem-icon	[990, 54, 1018, 82]
bottom-left-kicker: ಹೊನ್ನಾಳಿ ಉಪವಿಭಾಗದ ಉಪ ಕೃಷಿ ನಿರ್ದೇಶಕ ಹೆಚ್.ಕೆ. ರೇವಣಸಿದ್ದನಗೌಡ	[38, 1693, 470, 1714]
kirusuddi-rule-1	[38, 815, 266, 816]
page-number: ೦೫	[1042, 89, 1069, 117]
film-poster-caption: ದಾವಣಗೆರೆ ನಗರದ ಎಂಸಿಸಿ ಎ-ಬ್ಲಾಕ್ ನಲ್ಲಿರುವ ಶ್ರೀ ಸಾಯಿಬಾಬಾ ಮಂದಿರದಲ್ಲಿ ಬೆಂಗಳೂರಿನ ಶ್ರೀದೇವಿ ಪಿಕ್ಚರ್ ಬ್ಯಾನರ್ ನಲ್ಲಿ ನಿರ್ಮಾಣವಾಗುತ್ತಿರುವ ಸ್ಪೆಷಲ್ ಬರ್-10 ಚಲನಚಿತ್ರದ ಪೋಸ್ಟರ್‌ನ್ನು ಇತ್ತೀಚೆಗೆ ಶಾಸಕ ಡಾ. ಶಾಮನೂರು ಶಿವಶಂಕರಪ್ಪ ಬಿಡುಗಡೆಗೊಳಿಸಿದರು. ನಿರ್ದೇಶಕ ನಾಯಿಬ್ ಕಾಂತ್, ನಿರ್ಮಾಪಕ ಉಮೇಶ್ ಬಣಕಾರ್, ಸಂಕಲನಕಾರ ಈಶ್ವರ್, ಕಲಾವಿದರಾದ ದೊಂಬಾಳ ಕೃಷ್ಣ ಸುರೇಶ್, ಶಿವಕುಮಾರ್, ಶ್ರೀಧರ್, ಗಣೇಶರಾವ್, ರವೀಂದ್ರನಾಥ್, ಸವಿತಾ, ಜಯಸಿಂಹ, ಧೂಡಾ ಅಧ್ಯಕ್ಷ ದಿನೇಶ್ ಕೆ.ಶೆಟ್ಟಿ, ಪಾಲಿಕೆ ಮಾಜಿ ಸದಸ್ಯರಾದ ಎ.ನಾಗರಾಜ್, ಸುರಭಿ ಶಿವಮೂರ್ತಿ ಇದ್ದರು.	[296, 302, 657, 388]
film-poster-photo	[296, 140, 669, 298]
bottom-right-col-2	[892, 1942, 1102, 2086]
lead-col-2-text: ಮಾಡಲಾಗುತ್ತಿದೆ. ಈ ಹಿಂದೆ ಅಳವಡಿಸಲಾಗಿದ್ದ ಪಿ.ವಿ.ಸಿ ಪೈಪ್‌ಗಳಲ್ಲಿ ನೀರನ್ನು ನಿರಂತರ 5-10 ವರ್ಷಗಳ ಕಾಲ ಸರಬರಾಜು ಮಾಡುವುದರಿಂದ ಪೈಪ್‌ಗಳು ಹಾಳಾಗಿ ಕಲುಷಿತ ನೀರು ಪೂರೈಕೆಯಾಗುತ್ತಿತ್ತು. ಹೀಗಾಗಿ ಹೊಸ ತಂತ್ರಜ್ಞಾನದ ಪೈಪ್‌ಗಳನ್ನು ಅಳವಡಿಸಲಾಗಿದೆ. ಜಲ ಜೀವನ್ ಮಿಷನ್ ಯೋಜನೆಯಲ್ಲಿ ಎಲ್ಲಾ ಗ್ರಾಮಗಳಿಗೂ ಶುದ್ಧ ನೀರು ಪೂರೈಸುವ ಗುರಿ ಹೊಂದಲಾಗಿದೆ ಎಂದರು.	[514, 673, 720, 772]
kitchen-garden-photo	[892, 1776, 1102, 1900]
bottom-right-text-3: ಸುಂದರ ಕೈತೋಟ ಮನೆಯ ಅಂದ ಹೆಚ್ಚಿಸುವುದರ ಜೊತೆಗೆ ಮನೆಯಲ್ಲಿನ ಪ್ರಶಾಂತತೆಯನ್ನು ಹೆಚ್ಚಿಸುತ್ತದೆ ಎಂದು ಎಸ್‌ಯುಜೆಎಂ ಕಾಲೇಜಿನ ಕನ್ನಡ ಉಪನ್ಯಾಸಕ ಹೆಚ್. ಮಲ್ಲಿಕಾರ್ಜುನ ಅಭಿಪ್ರಾಯಪಟ್ಟರು. ಪಟ್ಟಣದ ಕಾಲೇಜಿನ ರಾಷ್ಟ್ರೀಯ ಸೇವಾ ಯೋಜನಾ ಘಟಕದ ವತಿಯಿಂದ ಆಯೋಜಿಸಿದ್ದ ಕೈತೋಟ ನಿರ್ಮಾಣ ಕುರಿತ ಕಾರ್ಯಕ್ರಮದಲ್ಲಿ ಮಾತನಾಡಿದರು. ಮನೆಯ ಸುತ್ತಮುತ್ತ ಲಭ್ಯವಿರುವ ಸ್ಥಳದಲ್ಲಿ ತರಕಾರಿ, ಹೂವಿನ ಗಿಡಗಳನ್ನು ಬೆಳೆಸಿ ಆರೋಗ್ಯಕರ ಜೀವನ ನಡೆಸಬೇಕು ಎಂದರು. ಕಾಲೇಜಿನ ಪ್ರಾಂಶುಪಾಲರು, ಎನ್ಎಸ್ಎಸ್ ಅಧಿಕಾರಿಗಳು ಮತ್ತು ವಿದ್ಯಾರ್ಥಿಗಳು ಉಪಸ್ಥಿತರಿದ್ದರು.	[1110, 1775, 1300, 1932]
section-divider-accent-right	[904, 1670, 1100, 1684]
middle-row-rule	[280, 1050, 1307, 1051]
bottom-left-text: ನಗರ ಪಾಲಿಕೆಯ ಆವರಣದಲ್ಲಿ ಹಸಿರೀಕರಣದಿಂದ ಪರಿಸರ ಹಾಗೂ ಆರೋಗ್ಯದಲ್ಲಿ ಬದಲಾವಣೆ ಆಗುತ್ತದೆ ಎಂದು ಉಪ ಕೃಷಿ ನಿರ್ದೇಶಕ ಹೆಚ್.ಕೆ. ರೇವಣಸಿದ್ದನಗೌಡ ಹೇಳಿದರು. ಪರಿಸರ ದಿನಾಚರಣೆಯ ಅಂಗವಾಗಿ ಗಿಡ ನೆಡುವ ಕಾರ್ಯಕ್ರಮದಲ್ಲಿ ಮಾತನಾಡಿದ ಅವರು, ಪ್ರತಿಯೊಬ್ಬರೂ ಒಂದು ಗಿಡ ನೆಟ್ಟು ಪೋಷಿಸಬೇಕು. ಮಕ್ಕಳಂತೆ ಗಿಡಗಳನ್ನು ಬೆಳೆಸಿದರೆ ಮುಂದಿನ ಪೀಳಿಗೆಗೆ ಶುದ್ಧ ಗಾಳಿ ದೊರೆಯುತ್ತದೆ ಎಂದರು. ಕೃಷಿ ಇಲಾಖೆಯ ಸಿಬ್ಬಂದಿ, ರೈತರು ಕಾರ್ಯಕ್ರಮದಲ್ಲಿ ಭಾಗವಹಿಸಿದ್ದರು.	[38, 1775, 238, 1903]
lower-row-rule	[280, 1370, 1307, 1371]
top-row-bottom-rule	[280, 434, 1307, 435]
kirusuddi-item-4	[38, 1326, 266, 1656]
devendrappa-text-2: ಬೀದಿ ಬದಿ ವ್ಯಾಪಾರಸ್ಥರಿಗೆ ಸಕಾರಾತ್ಮಕವಾಗಿ ಸ್ಪಂದಿಸಿದ ನ್ಯಾಯ ಒದಗಿಸಿದ ಶಾಸಕ ದೇವೇಂದ್ರಪ್ಪ ಅವರಿಗೆ ಜಿಲ್ಲಾ ಬೀದಿ ಬದಿ ವ್ಯಾಪಾರಿಗಳ ಸಂಘದಿಂದ ಅಭಿನಂದನೆ ಸಲ್ಲಿಸಲಾಯಿತು. ಪಟ್ಟಣದ ಶಾಸಕರ ಗೃಹ ಕಚೇರಿಯಲ್ಲಿ ಸನ್ಮಾನ ಸ್ವೀಕರಿಸಿ ಮಾತನಾಡಿದ ಅವರು, ಬೀದಿ ಬದಿ ವ್ಯಾಪಾರಿಗಳು ಕಳೆದ ಅನೇಕ ವರ್ಷಗಳಿಂದ ಪಟ್ಟಣದಲ್ಲಿ ವ್ಯಾಪಾರ ಮಾಡಿಕೊಂಡು ಜೀವನ ನಡೆಸುತ್ತಿದ್ದಾರೆ. ಅವರ ಹಿತ ಕಾಪಾಡುವುದು ನಮ್ಮ ಕರ್ತವ್ಯ. ಪಟ್ಟಣ ಪಂಚಾಯಿತಿ ವತಿಯಿಂದ ವ್ಯಾಪಾರಿಗಳಿಗೆ ಗುರುತಿನ ಚೀಟಿ ವಿತರಿಸಲಾಗುವುದು ಎಂದರು. ಸಂಘದ ಪದಾಧಿಕಾರಿಗಳು ಉಪಸ್ಥಿತರಿದ್ದರು.	[1016, 1217, 1296, 1316]
